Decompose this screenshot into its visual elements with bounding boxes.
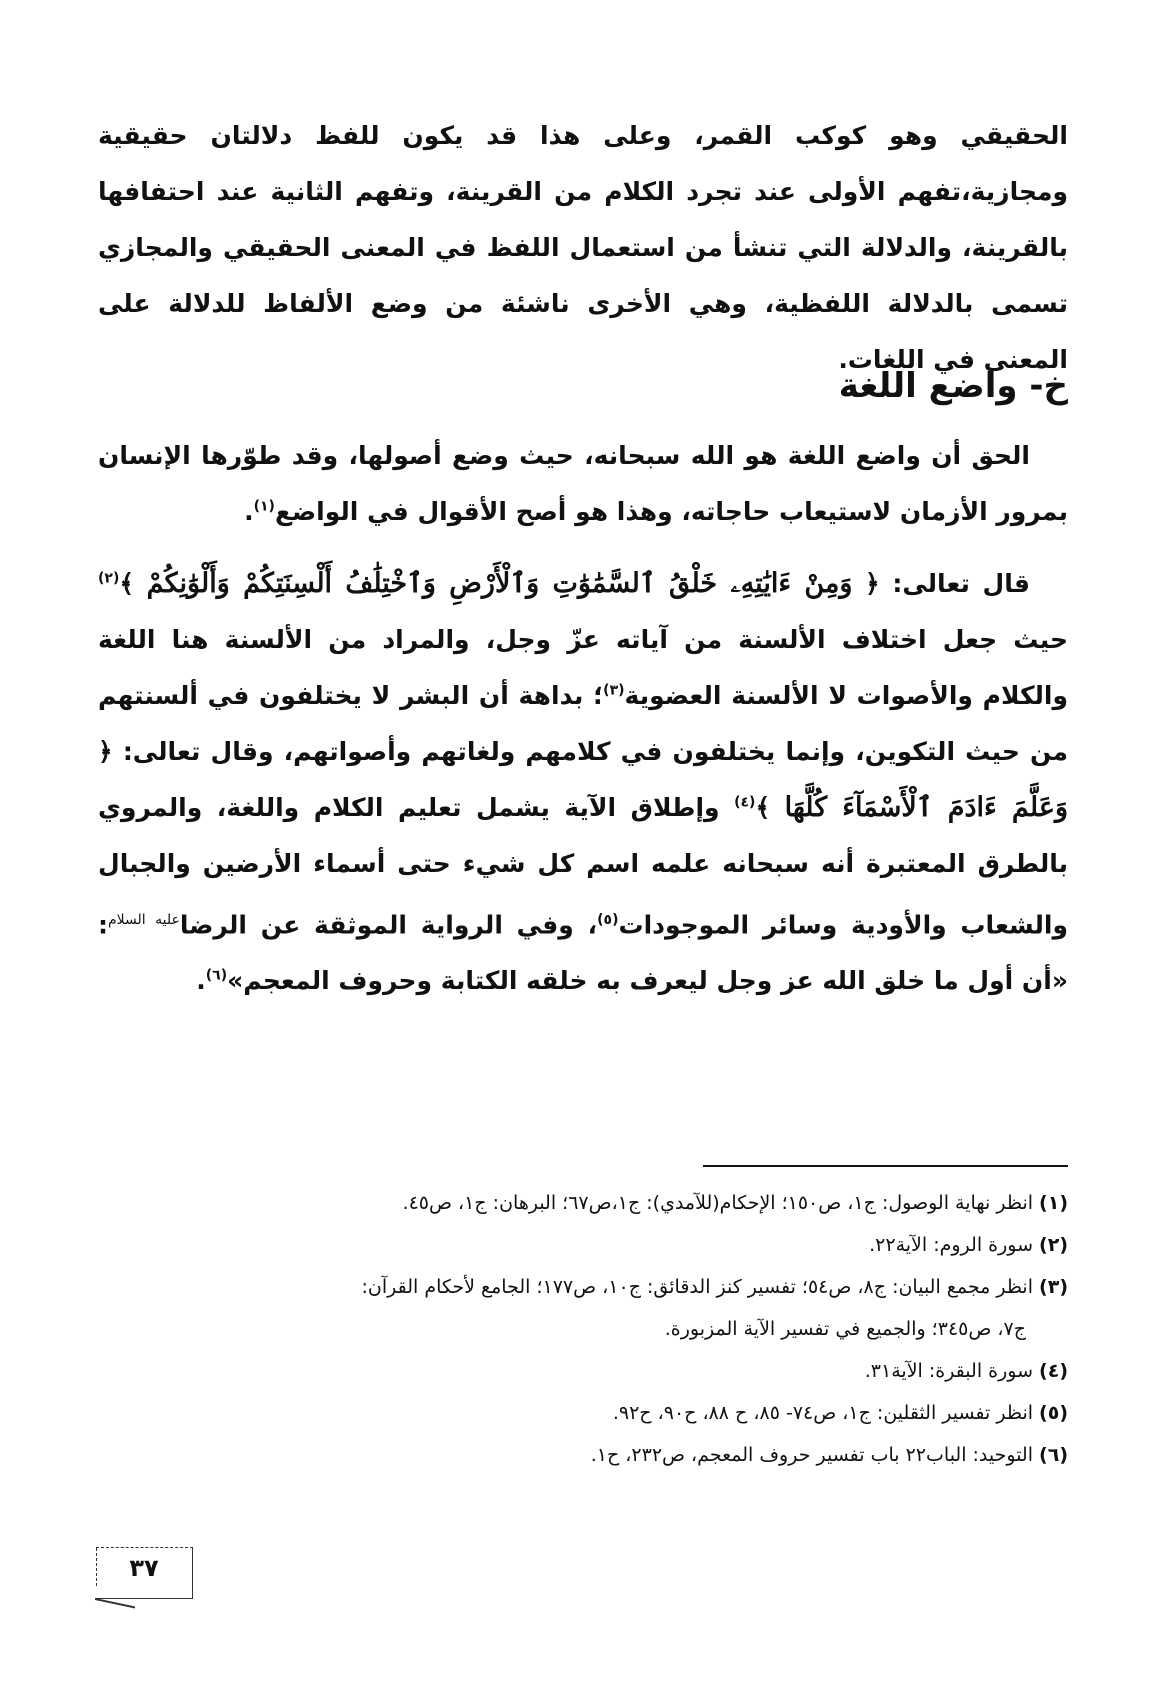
verse-intro-1: قال تعالى: xyxy=(892,569,1030,598)
footnote-number: (٢) xyxy=(1039,1234,1068,1256)
footnote-ref-4: (٤) xyxy=(734,794,756,811)
footnote-2 xyxy=(98,1224,1068,1266)
footnote-text: انظر تفسير الثقلين: ج١، ص٧٤- ٨٥، ح ٨٨، ح٩٠، ح٩٢. xyxy=(612,1402,1034,1424)
footnote-ref-2: (٢) xyxy=(98,570,120,587)
quran-verse-rum-22: وَمِنْ ءَايَٰتِهِۦ خَلْقُ ٱلسَّمَٰوَٰتِ وَٱلْأَرْضِ وَٱخْتِلَٰفُ أَلْسِنَتِكُمْ وَأَلْوَٰنِكُمْ xyxy=(146,568,853,599)
quran-bracket-close-icon: ﴾ xyxy=(119,569,135,598)
paragraph-3-text-a: حيث جعل اختلاف الألسنة من آياته عزّ وجل، والمراد من الألسنة هنا اللغة والكلام والأصوات لا الألسنة العضوية xyxy=(98,625,1069,710)
paragraph-3-text-e: : «أن أول ما خلق الله عز وجل ليعرف به خلقه الكتابة وحروف المعجم» xyxy=(98,910,1068,996)
footnote-ref-3: (٣) xyxy=(603,682,625,699)
honorific-ligature: عليه السلام xyxy=(108,912,180,928)
footnote-3-continuation: ج٧، ص٣٤٥؛ والجميع في تفسير الآية المزبورة. xyxy=(664,1318,1026,1340)
footnote-text: سورة البقرة: الآية٣١. xyxy=(864,1360,1034,1382)
footnotes xyxy=(98,1182,1068,1476)
paragraph-3-text-b: ؛ بداهة أن البشر لا يختلفون في ألسنتهم من حيث التكوين، وإنما يختلفون في كلامهم ولغاتهم وأصواتهم، وقال تعالى: xyxy=(98,681,1068,766)
footnote-number: (٤) xyxy=(1039,1360,1068,1382)
paragraph-quranic-evidence xyxy=(98,556,1068,1009)
footnote-5 xyxy=(98,1392,1068,1434)
quran-verse-baqara-31: وَعَلَّمَ ءَادَمَ ٱلْأَسْمَآءَ كُلَّهَا xyxy=(784,792,1068,823)
quran-bracket-close-icon: ﴾ xyxy=(755,793,771,822)
quran-bracket-open-icon: ﴿ xyxy=(98,737,113,766)
paragraph-3-text-d: ، وفي الرواية الموثقة عن الرضا xyxy=(179,910,598,940)
page-number: ٣٧ xyxy=(129,1554,159,1582)
footnote-text: التوحيد: الباب٢٢ باب تفسير حروف المعجم، ص٢٣٢، ح١. xyxy=(590,1444,1034,1466)
footnote-text: انظر نهاية الوصول: ج١، ص١٥٠؛ الإحكام(للآمدي): ج١،ص٦٧؛ البرهان: ج١، ص٤٥. xyxy=(402,1192,1034,1214)
paragraph-2-text: الحق أن واضع اللغة هو الله سبحانه، حيث وضع أصولها، وقد طوّرها الإنسان بمرور الأزمان لاستيعاب حاجاته، وهذا هو أصح الأقوال في الواضع xyxy=(98,441,1068,526)
footnote-divider xyxy=(703,1165,1068,1167)
footnote-number: (٦) xyxy=(1039,1444,1068,1466)
footnote-3 xyxy=(98,1266,1068,1308)
paragraph-semantic-indication: الحقيقي وهو كوكب القمر، وعلى هذا قد يكون للفظ دلالتان حقيقية ومجازية،تفهم الأولى عند تجرد الكلام من القرينة، وتفهم الثانية عند احتفافها بالقرينة، والدلالة التي تنشأ من استعمال اللفظ في المعنى الحقيقي والمجازي تسمى بالدلالة اللفظية، وهي الأخرى ناشئة من وضع الألفاظ للدلالة على المعنى في اللغات. xyxy=(98,121,1068,374)
footnote-text: انظر مجمع البيان: ج٨، ص٥٤؛ تفسير كنز الدقائق: ج١٠، ص١٧٧؛ الجامع لأحكام القرآن: xyxy=(361,1276,1034,1298)
paragraph-3-text-c: وإطلاق الآية يشمل تعليم الكلام واللغة، والمروي بالطرق المعتبرة أنه سبحانه علمه اسم كل شيء حتى أسماء الأرضين والجبال والشعاب والأودية وسائر الموجودات xyxy=(98,793,1068,940)
footnote-ref-1: (١) xyxy=(253,498,275,515)
footnote-ref-5: (٥) xyxy=(597,912,619,928)
paragraph-2-end: . xyxy=(244,497,254,526)
footnote-number: (٥) xyxy=(1039,1402,1068,1424)
footnote-4 xyxy=(98,1350,1068,1392)
paragraph-3-end: . xyxy=(196,966,206,996)
footnote-6 xyxy=(98,1434,1068,1476)
footnote-text: سورة الروم: الآية٢٢. xyxy=(869,1234,1034,1256)
footnote-1 xyxy=(98,1182,1068,1224)
section-heading: خ- واضع اللغة xyxy=(838,366,1068,406)
quran-bracket-open-icon: ﴿ xyxy=(865,569,880,598)
paragraph-language-originator xyxy=(98,428,1068,540)
page-number-frame xyxy=(96,1547,193,1599)
footnote-number: (١) xyxy=(1039,1192,1068,1214)
footnote-ref-6: (٦) xyxy=(205,968,228,984)
footnote-number: (٣) xyxy=(1039,1276,1068,1298)
